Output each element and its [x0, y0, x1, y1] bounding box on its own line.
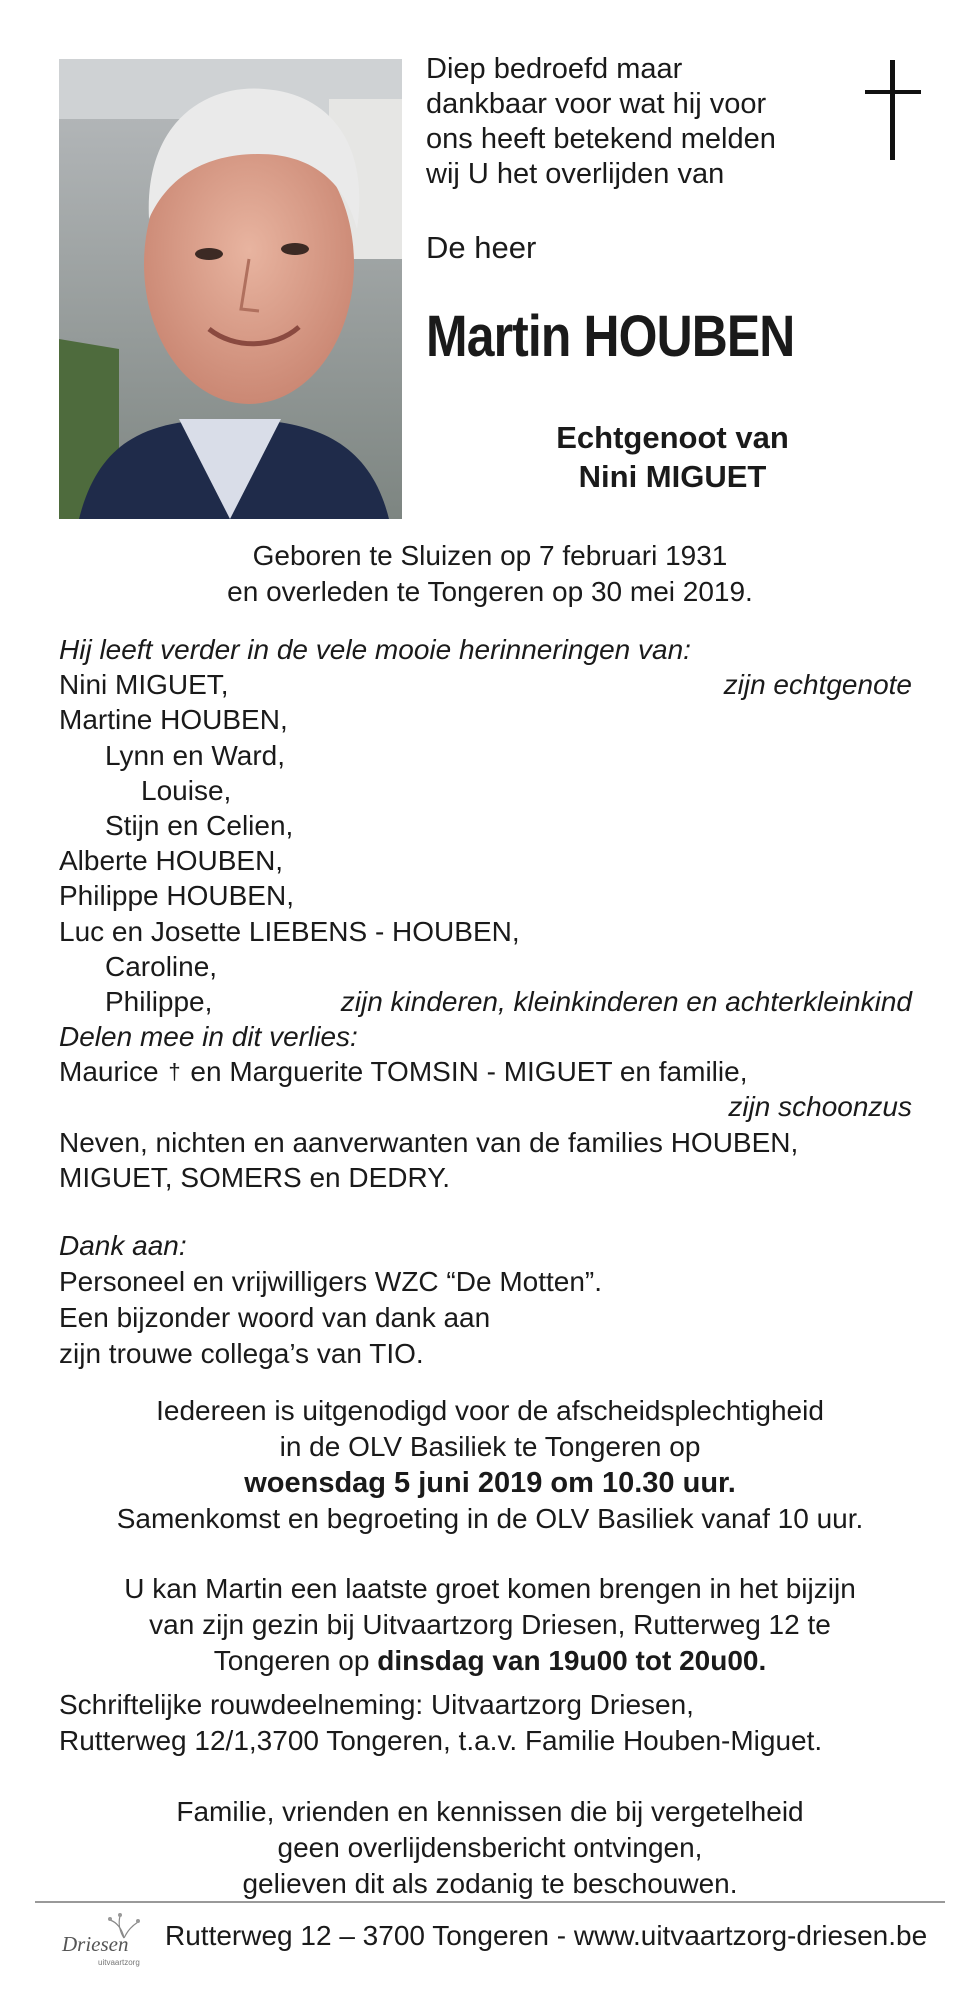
visit-line: U kan Martin een laatste groet komen brengen in het bijzijn: [124, 1573, 856, 1604]
list-item: Alberte HOUBEN,: [59, 845, 284, 877]
cross-icon: [865, 60, 921, 160]
intro-text: [426, 52, 826, 192]
list-item: Philippe HOUBEN,: [59, 880, 294, 912]
list-item: Caroline,: [105, 950, 218, 982]
thanks-line: Personeel en vrijwilligers WZC “De Motten”.: [59, 1266, 603, 1297]
survivors-list: [59, 632, 912, 1195]
thanks-line: Een bijzonder woord van dank aan: [59, 1302, 491, 1333]
spouse-name: Nini MIGUET: [578, 459, 767, 494]
list-item: MIGUET, SOMERS en DEDRY.: [59, 1161, 451, 1193]
list-item: Louise,: [141, 774, 232, 806]
survivors-heading: Hij leeft verder in de vele mooie herinneringen van:: [59, 634, 691, 665]
portrait-image: [59, 59, 402, 519]
thanks-line: zijn trouwe collega’s van TIO.: [59, 1338, 424, 1369]
deceased-name: Martin HOUBEN: [426, 304, 795, 369]
closing-line: gelieven dit als zodanig te beschouwen.: [242, 1868, 738, 1899]
intro-line: ons heeft betekend melden: [426, 123, 776, 155]
visit-block: [0, 1571, 980, 1679]
list-item: Philippe, zijn kinderen, kleinkinderen en achterkleinkind: [105, 985, 912, 1017]
intro-line: Diep bedroefd maar: [426, 53, 683, 85]
birth-line: Geboren te Sluizen op 7 februari 1931: [252, 540, 728, 571]
list-item: Luc en Josette LIEBENS - HOUBEN,: [59, 915, 520, 947]
visit-line: Tongeren op dinsdag van 19u00 tot 20u00.: [213, 1645, 767, 1676]
portrait-photo: [59, 59, 402, 519]
condolence-block: [59, 1687, 822, 1759]
list-item: Stijn en Celien,: [105, 809, 294, 841]
death-line: en overleden te Tongeren op 30 mei 2019.: [227, 576, 753, 607]
honorific: De heer: [426, 230, 537, 265]
footer-divider: [35, 1901, 945, 1903]
closing-block: [0, 1794, 980, 1902]
intro-line: wij U het overlijden van: [426, 158, 725, 190]
list-item: Neven, nichten en aanverwanten van de families HOUBEN,: [59, 1126, 799, 1158]
thanks-block: [59, 1228, 602, 1372]
ceremony-line: in de OLV Basiliek te Tongeren op: [279, 1431, 701, 1462]
deceased-cross-icon: †: [168, 1059, 181, 1085]
spouse-block: [500, 418, 845, 496]
sharing-heading: Delen mee in dit verlies:: [59, 1021, 358, 1053]
ceremony-block: [0, 1393, 980, 1537]
condolence-line: Schriftelijke rouwdeelneming: Uitvaartzorg Driesen,: [59, 1689, 694, 1720]
list-item: Lynn en Ward,: [105, 739, 286, 771]
funeral-home-logo: Driesen uitvaartzorg: [58, 1908, 150, 1968]
condolence-line: Rutterweg 12/1,3700 Tongeren, t.a.v. Familie Houben-Miguet.: [59, 1725, 823, 1756]
list-item: Maurice † en Marguerite TOMSIN - MIGUET en familie,: [59, 1056, 748, 1088]
footer-address: Rutterweg 12 – 3700 Tongeren - www.uitvaartzorg-driesen.be: [165, 1920, 928, 1951]
thanks-heading: Dank aan:: [59, 1230, 187, 1261]
visit-line: van zijn gezin bij Uitvaartzorg Driesen, Rutterweg 12 te: [149, 1609, 831, 1640]
spouse-label: Echtgenoot van: [556, 420, 789, 455]
visit-time: dinsdag van 19u00 tot 20u00.: [377, 1645, 767, 1676]
birth-death-info: [0, 538, 980, 610]
ceremony-line: Samenkomst en begroeting in de OLV Basiliek vanaf 10 uur.: [116, 1503, 864, 1534]
list-item: Nini MIGUET, zijn echtgenote: [59, 669, 912, 701]
ceremony-line: Iedereen is uitgenodigd voor de afscheidsplechtigheid: [156, 1395, 824, 1426]
closing-line: geen overlijdensbericht ontvingen,: [277, 1832, 703, 1863]
closing-line: Familie, vrienden en kennissen die bij vergetelheid: [176, 1796, 804, 1827]
list-item: Martine HOUBEN,: [59, 704, 288, 736]
list-item: zijn schoonzus: [728, 1091, 912, 1123]
ceremony-date: woensdag 5 juni 2019 om 10.30 uur.: [244, 1467, 736, 1499]
intro-line: dankbaar voor wat hij voor: [426, 88, 767, 120]
